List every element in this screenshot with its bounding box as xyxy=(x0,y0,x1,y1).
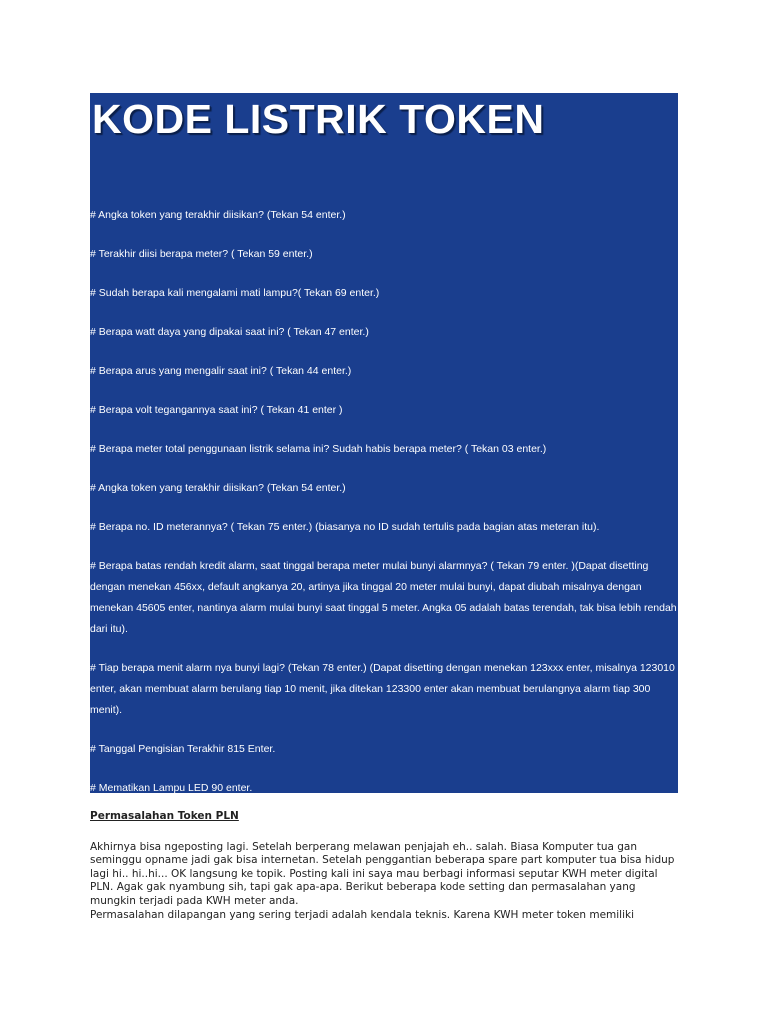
list-item: # Tiap berapa menit alarm nya bunyi lagi? (Tekan 78 enter.) (Dapat disetting dengan menekan 123xxx enter, misalnya 123010 enter, akan membuat alarm berulang tiap 10 menit, jika ditekan 123300 enter akan membuat berulangnya alarm tiap 300 menit). xyxy=(90,662,675,716)
article-heading: Permasalahan Token PLN xyxy=(90,810,239,822)
list-item: # Berapa no. ID meterannya? ( Tekan 75 enter.) (biasanya no ID sudah tertulis pada bagian atas meteran itu). xyxy=(90,521,600,533)
list-item: # Mematikan Lampu LED 90 enter. xyxy=(90,782,253,793)
list-item: # Tanggal Pengisian Terakhir 815 Enter. xyxy=(90,743,276,755)
list-item: # Terakhir diisi berapa meter? ( Tekan 59 enter.) xyxy=(90,248,313,260)
list-item: # Angka token yang terakhir diisikan? (Tekan 54 enter.) xyxy=(90,482,346,494)
list-item: # Berapa arus yang mengalir saat ini? ( Tekan 44 enter.) xyxy=(90,365,352,377)
token-code-list xyxy=(90,205,678,793)
list-item: # Sudah berapa kali mengalami mati lampu?( Tekan 69 enter.) xyxy=(90,287,380,299)
article-paragraph: Permasalahan dilapangan yang sering terjadi adalah kendala teknis. Karena KWH meter token memiliki xyxy=(90,908,635,921)
token-code-banner xyxy=(90,93,678,793)
list-item: # Angka token yang terakhir diisikan? (Tekan 54 enter.) xyxy=(90,209,346,221)
list-item: # Berapa watt daya yang dipakai saat ini? ( Tekan 47 enter.) xyxy=(90,326,369,338)
article-section xyxy=(90,810,680,922)
list-item: # Berapa batas rendah kredit alarm, saat tinggal berapa meter mulai bunyi alarmnya? ( Tekan 79 enter. )(Dapat disetting dengan menekan 456xx, default angkanya 20, artinya jika tinggal 20 meter mulai bunyi, dapat diubah misalnya dengan menekan 45605 enter, nantinya alarm mulai bunyi saat tinggal 5 meter. Angka 05 adalah batas terendah, tak bisa lebih rendah dari itu). xyxy=(90,560,677,635)
banner-title: KODE LISTRIK TOKEN xyxy=(92,96,545,142)
article-paragraph: Akhirnya bisa ngeposting lagi. Setelah berperang melawan penjajah eh.. salah. Biasa Komputer tua gan seminggu opname jadi gak bisa internetan. Setelah penggantian beberapa spare part komputer tua bisa hidup lagi hi.. hi..hi... OK langsung ke topik. Posting kali ini saya mau berbagi informasi seputar KWH meter digital PLN. Agak gak nyambung sih, tapi gak apa-apa. Berikut beberapa kode setting dan permasalahan yang mungkin terjadi pada KWH meter anda. xyxy=(90,840,675,907)
list-item: # Berapa meter total penggunaan listrik selama ini? Sudah habis berapa meter? ( Tekan 03 enter.) xyxy=(90,443,547,455)
list-item: # Berapa volt tegangannya saat ini? ( Tekan 41 enter ) xyxy=(90,404,343,416)
